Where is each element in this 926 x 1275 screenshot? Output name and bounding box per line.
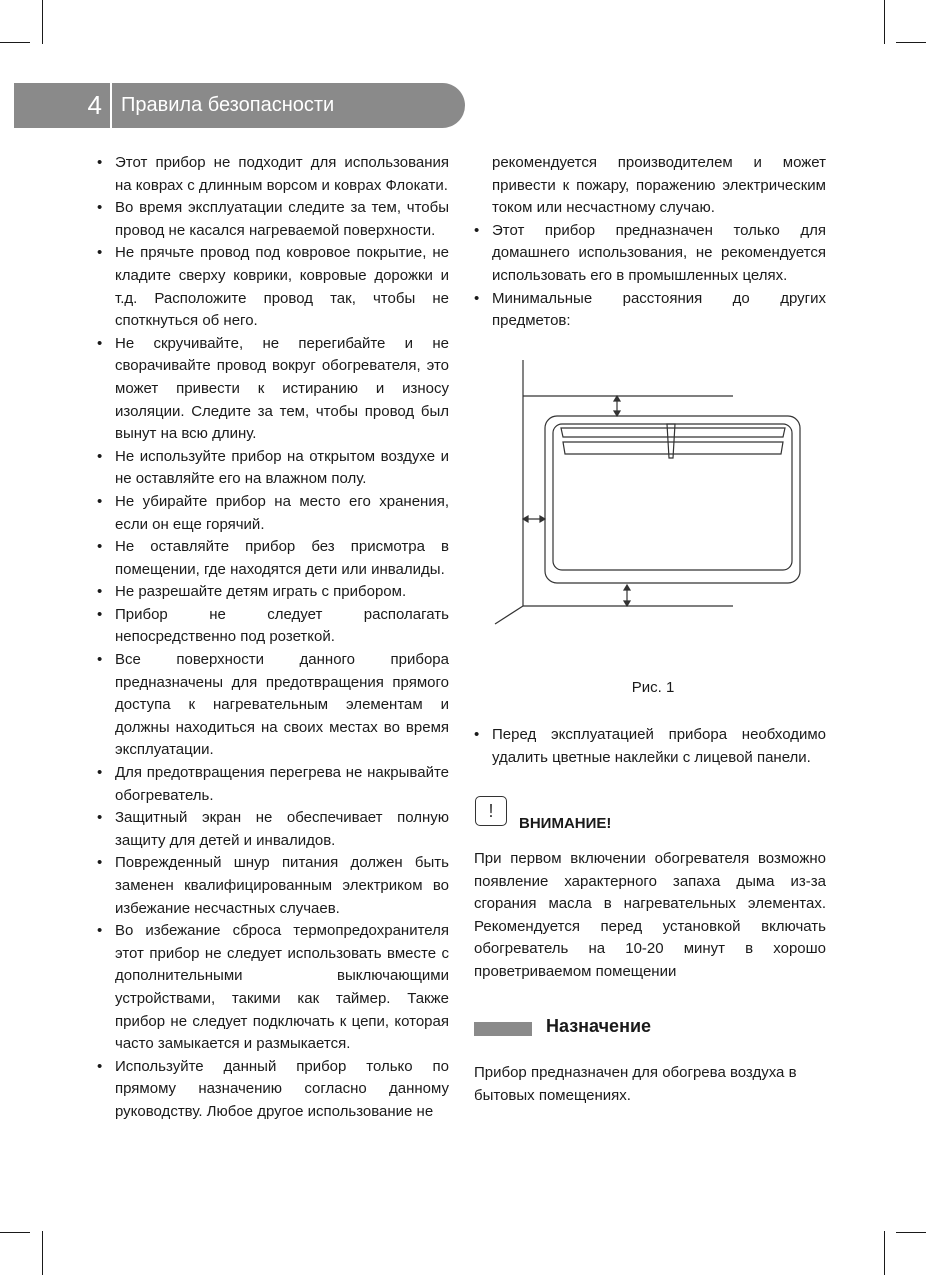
section-header (14, 83, 465, 128)
after-figure-list (474, 724, 826, 769)
left-column (97, 152, 449, 1124)
list-item: • Не скручивайте, не перегибайте и не сворачивайте провод вокруг обогревателя, это может привести к истиранию и износу изоляции. Следите за тем, чтобы провод был вынут на всю длину. (97, 333, 449, 446)
warning-title: ВНИМАНИЕ! (519, 815, 612, 832)
purpose-heading: Назначение (546, 1016, 652, 1036)
list-item: • Не прячьте провод под ковровое покрытие, не кладите сверху коврики, ковровые дорожки и т.д. Расположите провод так, чтобы не споткнуться об него. (97, 242, 449, 332)
heater-inner-panel (553, 424, 792, 570)
list-item: • Не убирайте прибор на место его хранения, если он еще горячий. (97, 491, 449, 536)
list-item: • Прибор не следует располагать непосредственно под розеткой. (97, 604, 449, 649)
header-divider (110, 83, 112, 128)
page-number: 4 (87, 90, 102, 120)
list-item: • Не оставляйте прибор без присмотра в помещении, где находятся дети или инвалиды. (97, 536, 449, 581)
figure-caption: Рис. 1 (631, 679, 675, 696)
safety-rules-list-continued (474, 220, 826, 333)
heater-grille-top (561, 428, 785, 437)
crop-mark (42, 1231, 43, 1275)
crop-mark (896, 42, 926, 43)
after-figure-list-block (474, 724, 826, 769)
right-column (474, 152, 826, 333)
safety-rules-list (97, 152, 449, 1124)
list-item: • Этот прибор не подходит для использования на коврах с длинным ворсом и коврах Флокати. (97, 152, 449, 197)
list-item: • Этот прибор предназначен только для домашнего использования, не рекомендуется использовать его в промышленных целях. (474, 220, 826, 288)
list-item: • Перед эксплуатацией прибора необходимо удалить цветные наклейки с лицевой панели. (474, 724, 826, 769)
crop-mark (896, 1232, 926, 1233)
crop-mark (42, 0, 43, 44)
crop-mark (0, 1232, 30, 1233)
list-item: • Все поверхности данного прибора предназначены для предотвращения прямого доступа к нагревательным элементам и должны находиться на своих местах во время эксплуатации. (97, 649, 449, 762)
wall-floor-corner-line (495, 606, 523, 624)
crop-mark (0, 42, 30, 43)
list-item: • Используйте данный прибор только по прямому назначению согласно данному руководству. Любое другое использование не (97, 1056, 449, 1124)
crop-mark (884, 1231, 885, 1275)
page-title: Правила безопасности (121, 94, 335, 116)
list-item: • Не разрешайте детям играть с прибором. (97, 581, 449, 604)
list-item: • Минимальные расстояния до других предметов: (474, 288, 826, 333)
heater-clip (667, 424, 675, 458)
section-marker (474, 1022, 532, 1036)
heater-outline (545, 416, 800, 583)
warning-text: При первом включении обогревателя возможно появление характерного запаха дыма из-за сгорания масла в нагревательных элементах. Рекомендуется перед установкой включать обогреватель на 10-20 минут в хорошо проветриваемом помещении (474, 850, 826, 980)
list-item: • Поврежденный шнур питания должен быть заменен квалифицированным электриком во избежание несчастных случаев. (97, 852, 449, 920)
list-item: • Для предотвращения перегрева не накрывайте обогреватель. (97, 762, 449, 807)
exclamation-symbol: ! (488, 800, 494, 821)
list-item: • Не используйте прибор на открытом воздухе и не оставляйте его на влажном полу. (97, 446, 449, 491)
crop-mark (884, 0, 885, 44)
list-item: • Во время эксплуатации следите за тем, чтобы провод не касался нагреваемой поверхности. (97, 197, 449, 242)
clearance-diagram (493, 356, 813, 628)
exclamation-icon (475, 796, 507, 826)
list-item: • Во избежание сброса термопредохранителя этот прибор не следует использовать вместе с дополнительными выключающими устройствами, такими как таймер. Также прибор не следует подключать к цепи, которая часто замыкается и размыкается. (97, 920, 449, 1056)
list-item: • Защитный экран не обеспечивает полную защиту для детей и инвалидов. (97, 807, 449, 852)
purpose-text: Прибор предназначен для обогрева воздуха в бытовых помещениях. (474, 1064, 797, 1104)
continued-text: рекомендуется производителем и может привести к пожару, поражению электрическим током или несчастному случаю. (492, 154, 826, 217)
